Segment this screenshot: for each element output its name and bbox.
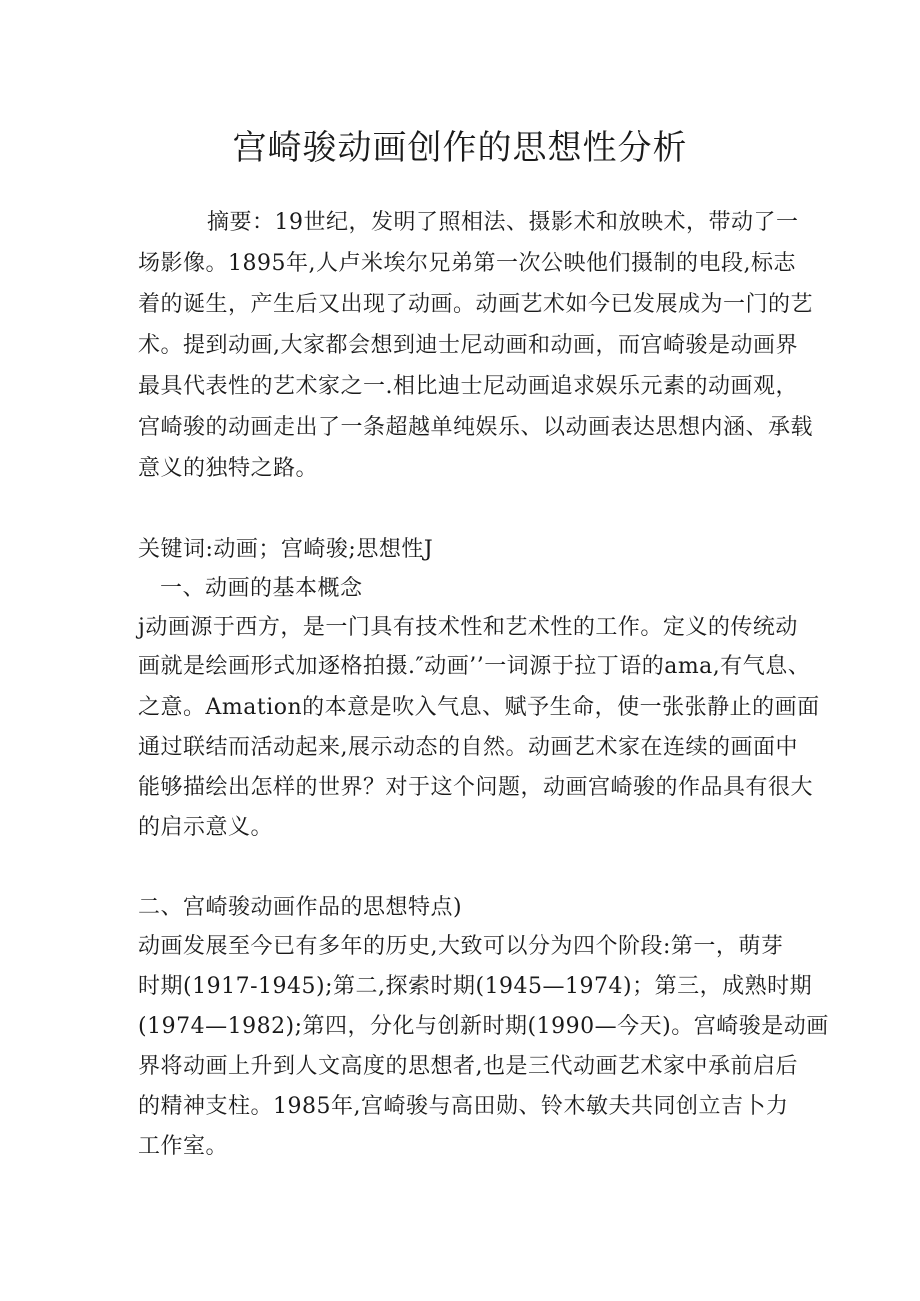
section-1-line-2: 画就是绘画形式加逐格拍摄.″动画’’一词源于拉丁语的ama,有气息、 (138, 654, 811, 679)
abstract-line-4: 术。提到动画,大家都会想到迪士尼动画和动画，而宫崎骏是动画界 (138, 333, 798, 358)
abstract-line-3: 着的诞生，产生后又出现了动画。动画艺术如今已发展成为一门的艺 (138, 292, 814, 317)
abstract-line-5: 最具代表性的艺术家之一.相比迪士尼动画追求娱乐元素的动画观， (138, 374, 798, 399)
section-2-line-5: 的精神支柱。1985年,宫崎骏与高田勋、铃木敏夫共同创立吉卜力 (138, 1094, 789, 1119)
abstract-line-6: 宫崎骏的动画走出了一条超越单纯娱乐、以动画表达思想内涵、承载 (138, 415, 814, 440)
section-2-line-1: 动画发展至今已有多年的历史,大致可以分为四个阶段:第一，萌芽 (138, 934, 784, 959)
section-1-line-3: 之意。Amation的本意是吹入气息、赋予生命，使一张张静止的画面 (138, 695, 820, 720)
section-1-line-1: j动画源于西方，是一门具有技术性和艺术性的工作。定义的传统动 (138, 615, 798, 640)
section-2-line-4: 界将动画上升到人文高度的思想者,也是三代动画艺术家中承前启后 (138, 1054, 798, 1079)
abstract-line-2: 场影像。1895年,人卢米埃尔兄弟第一次公映他们摄制的电段,标志 (138, 251, 796, 276)
section-1-line-4: 通过联结而活动起来,展示动态的自然。动画艺术家在连续的画面中 (138, 735, 798, 760)
document-title: 宫崎骏动画创作的思想性分析 (232, 128, 688, 168)
section-2-line-6: 工作室。 (138, 1134, 229, 1159)
section-1-line-6: 的启示意义。 (138, 815, 274, 840)
keywords: 关键词:动画；宫崎骏;思想性J (138, 537, 434, 562)
section-1-line-5: 能够描绘出怎样的世界？对于这个问题，动画宫崎骏的作品具有很大 (138, 775, 814, 800)
section-2-line-3: (1974—1982);第四，分化与创新时期(1990—今天)。宫崎骏是动画 (138, 1014, 829, 1039)
abstract-line-7: 意义的独特之路。 (138, 456, 319, 481)
section-1-heading: 一、动画的基本概念 (160, 576, 363, 601)
section-2-line-2: 时期(1917-1945);第二,探索时期(1945—1974)；第三，成熟时期 (138, 974, 813, 999)
abstract-line-1: 摘要：19世纪，发明了照相法、摄影术和放映术，带动了一 (207, 210, 799, 235)
section-2-heading: 二、宫崎骏动画作品的思想特点) (138, 895, 463, 920)
